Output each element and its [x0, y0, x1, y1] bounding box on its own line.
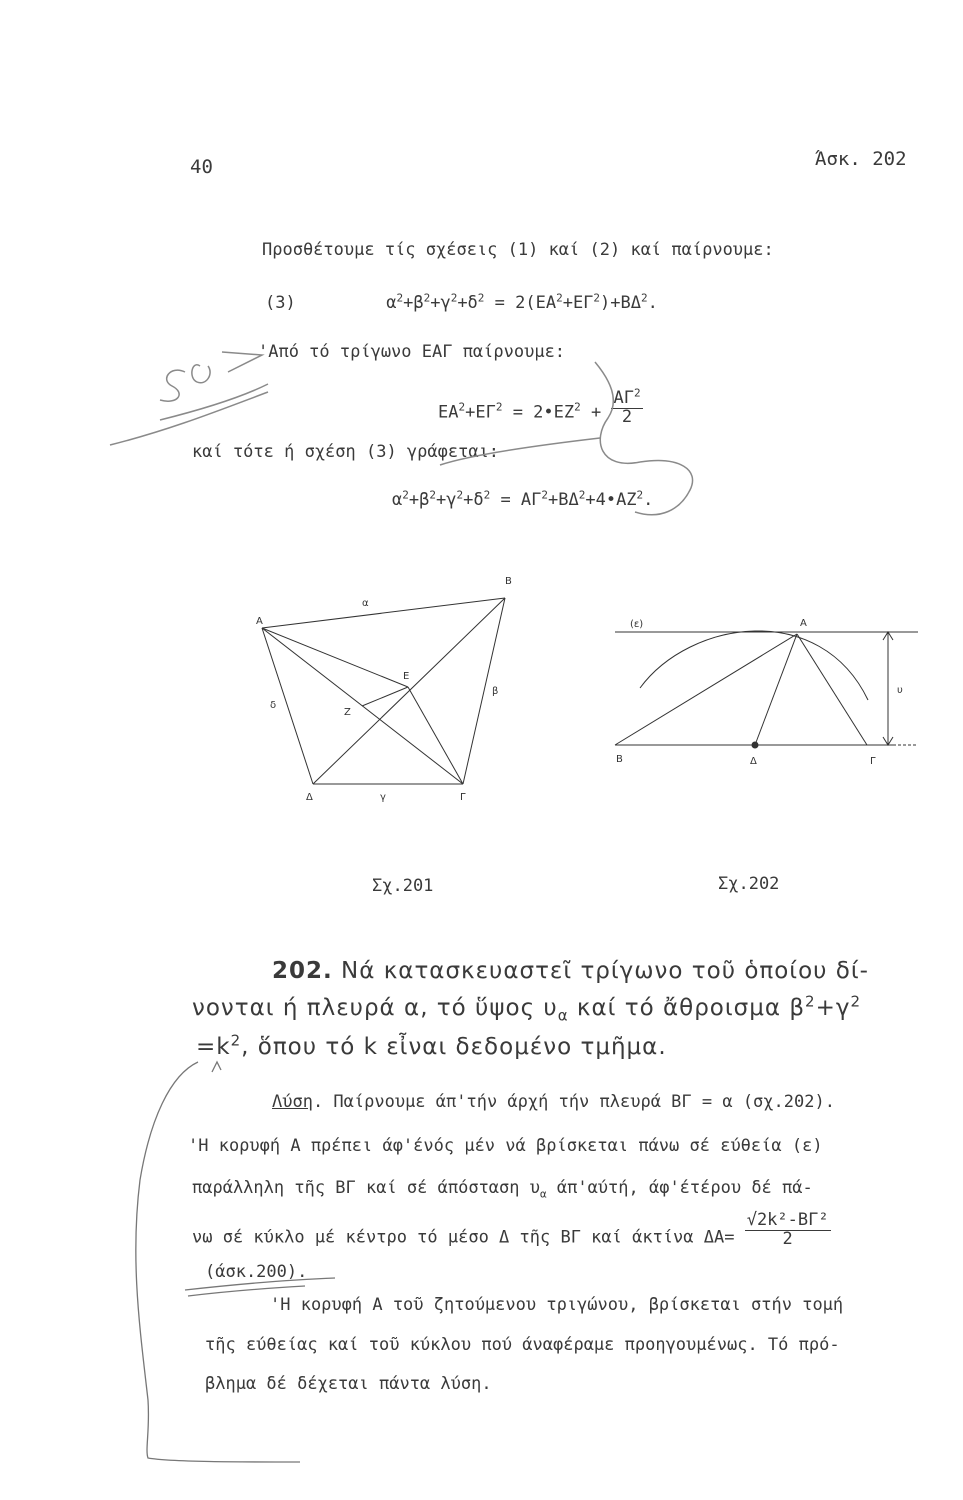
handwritten-mark [110, 352, 693, 515]
figure-201-caption: Σχ.201 [372, 876, 434, 896]
fig202-label-B: Β [616, 754, 623, 765]
problem-line-2: νονται ή πλευρά α, τό ὕψος $\upsilon_\alpha$ καί τό ἄθροισμα $\beta^2+\gamma^2$ [192, 992, 861, 1025]
fig202-label-D: Δ [750, 756, 757, 767]
solution-line-8: βλημα δέ δέχεται πάντα λύση. [205, 1374, 492, 1394]
page-number: 40 [190, 156, 213, 178]
radius-fraction: $\frac{\text{√2k²-ΒΓ²}}{2}$ [746, 1210, 829, 1249]
figure-202 [615, 631, 918, 748]
fig202-label-epsilon: (ε) [630, 619, 644, 630]
figure-201-labels [256, 576, 512, 803]
problem-line-1: 202. Νά κατασκευαστεῖ τρίγωνο τοῦ ὁποίου δί- [272, 958, 869, 984]
prev-line-2: 'Από τό τρίγωνο ΕΑΓ παίρνουμε: [258, 342, 566, 362]
final-equation: $\alpha^2+\beta^2+\gamma^2+\delta^2$ = $A\Gamma^2+B\Delta^2+4•AZ^2$. [392, 488, 654, 510]
fig201-label-G: Γ [460, 792, 466, 803]
fig201-label-b: β [492, 686, 499, 697]
solution-line-2: 'Η κορυφή Α πρέπει άφ'ένός μέν νά βρίσκεται πάνω σέ εύθεία (ε) [188, 1136, 823, 1156]
solution-line-7: τῆς εύθείας καί τοῦ κύκλου πού άναφέραμε προηγουμένως. Τό πρό- [205, 1335, 840, 1355]
fraction: $\frac{A\Gamma^2}{2}$ [613, 386, 641, 427]
triangle-median-equation: $EA^2+E\Gamma^2$ = $2•EZ^2$ + $\frac{A\Gamma^2}{2}$ [438, 386, 641, 427]
solution-line-5: (άσκ.200). [205, 1262, 308, 1282]
exercise-reference: Άσκ. 202 [815, 148, 907, 170]
equation-tag: (3) [265, 293, 296, 313]
fig201-label-D: Δ [306, 792, 313, 803]
fig201-label-d: δ [270, 700, 277, 711]
solution-heading: Λύση [272, 1092, 313, 1112]
fig201-label-B: Β [505, 576, 512, 587]
fig201-label-a: α [362, 598, 369, 609]
figure-201 [262, 598, 505, 784]
fig201-label-Z: Ζ [344, 707, 351, 718]
solution-line-1: Λύση. Παίρνουμε άπ'τήν άρχή τήν πλευρά ΒΓ = α (σχ.202). [272, 1092, 835, 1112]
solution-line-6: 'Η κορυφή Α τοῦ ζητούμενου τριγώνου, βρίσκεται στήν τομή [270, 1295, 844, 1315]
prev-line-1: Προσθέτουμε τίς σχέσεις (1) καί (2) καί παίρνουμε: [262, 240, 774, 260]
fig201-label-A: Α [256, 616, 263, 627]
solution-line-4: νω σέ κύκλο μέ κέντρο τό μέσο Δ τῆς ΒΓ καί άκτίνα ΔΑ= $\frac{\text{√2k²-ΒΓ²}}{2}$ [192, 1210, 829, 1249]
figure-202-caption: Σχ.202 [718, 874, 780, 894]
problem-line-3: $=k^2$, ὅπου τό k εἶναι δεδομένο τμῆμα. [196, 1031, 667, 1060]
fig202-label-A: Α [800, 618, 807, 629]
solution-line-3: παράλληλη τῆς ΒΓ καί σέ άπόσταση $\upsilon_\alpha$ άπ'αύτή, άφ'έτέρου δέ πά- [192, 1178, 813, 1201]
fig201-label-g: γ [380, 792, 386, 803]
fig202-label-u: υ [897, 685, 903, 696]
equation-3: (3) $\alpha^2+\beta^2+\gamma^2+\delta^2 = 2(EA^2+E\Gamma^2)+B\Delta^2$. [265, 291, 658, 313]
fig202-label-G: Γ [870, 756, 876, 767]
problem-number: 202. [272, 958, 333, 984]
prev-line-3: καί τότε ή σχέση (3) γράφεται: [192, 442, 500, 462]
fig201-label-E: Ε [403, 671, 410, 682]
